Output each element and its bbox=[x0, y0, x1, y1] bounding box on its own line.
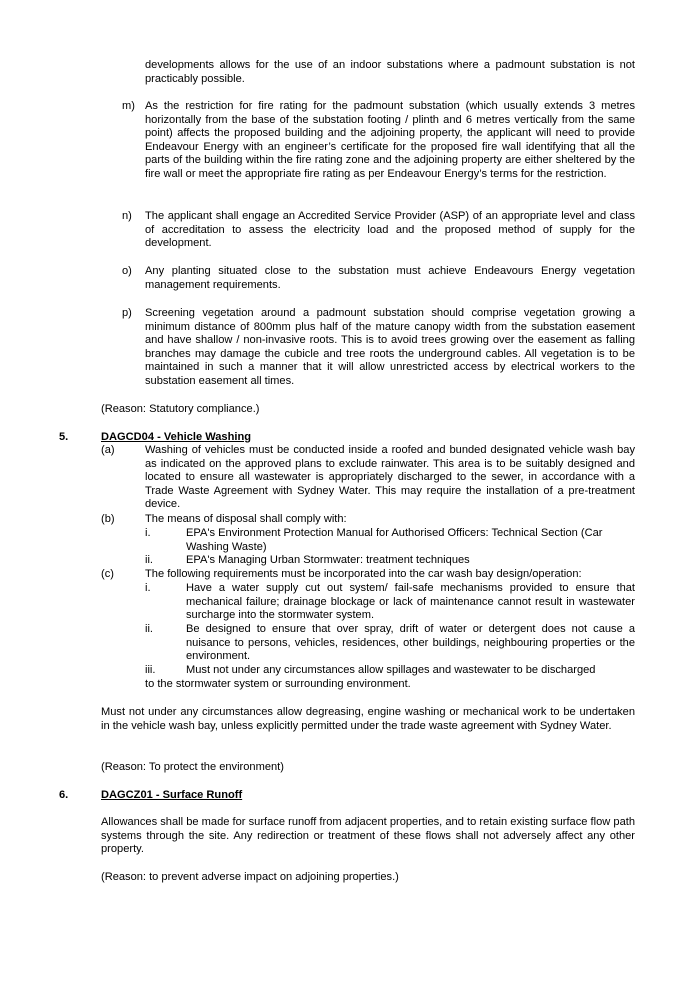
section-5-c-i-label: i. bbox=[145, 582, 151, 594]
section-5-c-ii-label: ii. bbox=[145, 623, 154, 635]
section-5-title: DAGCD04 - Vehicle Washing bbox=[101, 431, 252, 443]
section-5-b-i-text: EPA's Environment Protection Manual for Authorised Officers: Technical Section (Car Washing Waste) bbox=[186, 527, 603, 553]
item-label-p: p) bbox=[122, 307, 132, 319]
section-5-b-ii-text: EPA's Managing Urban Stormwater: treatment techniques bbox=[186, 554, 470, 566]
reason-statutory: (Reason: Statutory compliance.) bbox=[101, 403, 260, 415]
item-label-m: m) bbox=[122, 100, 135, 112]
continuation-paragraph: developments allows for the use of an indoor substations where a padmount substation is not practicably possible. bbox=[145, 59, 635, 85]
item-text-n: The applicant shall engage an Accredited Service Provider (ASP) of an appropriate level and class of accreditation to assess the electricity load and the proposed method of supply for the development. bbox=[145, 210, 635, 250]
section-5-c-iii-label: iii. bbox=[145, 664, 156, 676]
section-5-c-iii-text: Must not under any circumstances allow spillages and wastewater to be discharged bbox=[186, 664, 596, 676]
section-5-c-text: The following requirements must be incorporated into the car wash bay design/operation: bbox=[145, 568, 582, 580]
section-6-reason: (Reason: to prevent adverse impact on adjoining properties.) bbox=[101, 871, 399, 883]
item-text-o: Any planting situated close to the substation must achieve Endeavours Energy vegetation management requirements. bbox=[145, 265, 635, 291]
section-5-b-i-label: i. bbox=[145, 527, 151, 539]
section-6-number: 6. bbox=[59, 789, 69, 801]
section-5-a-text: Washing of vehicles must be conducted inside a roofed and bunded designated vehicle wash bay as indicated on the approved plans to exclude rainwater. This area is to be suitably designed and located to ensure all wastewater is appropriately discharged to the sewer, in accordance with a Trade Waste Agreement with Sydney Water. This may require the installation of a pre-treatment device. bbox=[145, 444, 635, 511]
item-label-n: n) bbox=[122, 210, 132, 222]
section-5-number: 5. bbox=[59, 431, 69, 443]
section-5-c-tail: to the stormwater system or surrounding environment. bbox=[145, 678, 411, 690]
section-6-title: DAGCZ01 - Surface Runoff bbox=[101, 789, 243, 801]
section-5-c-ii-text: Be designed to ensure that over spray, drift of water or detergent does not cause a nuisance to persons, vehicles, residences, other buildings, neighbouring properties or the environment. bbox=[186, 623, 635, 663]
section-6-paragraph: Allowances shall be made for surface runoff from adjacent properties, and to retain existing surface flow path systems through the site. Any redirection or treatment of these flows shall not adversely affect any other property. bbox=[101, 816, 635, 856]
section-5-reason: (Reason: To protect the environment) bbox=[101, 761, 284, 773]
section-5-paragraph: Must not under any circumstances allow degreasing, engine washing or mechanical work to be undertaken in the vehicle wash bay, unless explicitly permitted under the trade waste agreement with Sydney Water. bbox=[101, 706, 635, 732]
item-text-p: Screening vegetation around a padmount substation should comprise vegetation growing a minimum distance of 800mm plus half of the mature canopy width from the substation easement and have shallow / non-invasive roots. This is to avoid trees growing over the easement as falling branches may damage the cubicle and tree roots the underground cables. All vegetation is to be maintained in such a manner that it will allow unrestricted access by electrical workers to the substation easement all times. bbox=[145, 307, 635, 387]
section-5-b-label: (b) bbox=[101, 513, 115, 525]
section-5-b-text: The means of disposal shall comply with: bbox=[145, 513, 347, 525]
section-5-b-ii-label: ii. bbox=[145, 554, 154, 566]
section-5-c-label: (c) bbox=[101, 568, 114, 580]
item-text-m: As the restriction for fire rating for the padmount substation (which usually extends 3 metres horizontally from the base of the substation footing / plinth and 6 metres vertically from the same point) affects the proposed building and the adjoining property, the applicant will need to provide Endeavour Energy with an engineer’s certificate for the proposed fire wall identifying that all the parts of the building within the fire rating zone and the adjoining property are either sheltered by the fire wall or meet the appropriate fire rating as per Endeavour Energy’s terms for the restriction. bbox=[145, 100, 635, 180]
item-label-o: o) bbox=[122, 265, 132, 277]
section-5-c-i-text: Have a water supply cut out system/ fail-safe mechanisms provided to ensure that mechanical failure; drainage blockage or lack of maintenance cannot result in wastewater surcharge into the stormwater system. bbox=[186, 582, 635, 622]
section-5-a-label: (a) bbox=[101, 444, 115, 456]
